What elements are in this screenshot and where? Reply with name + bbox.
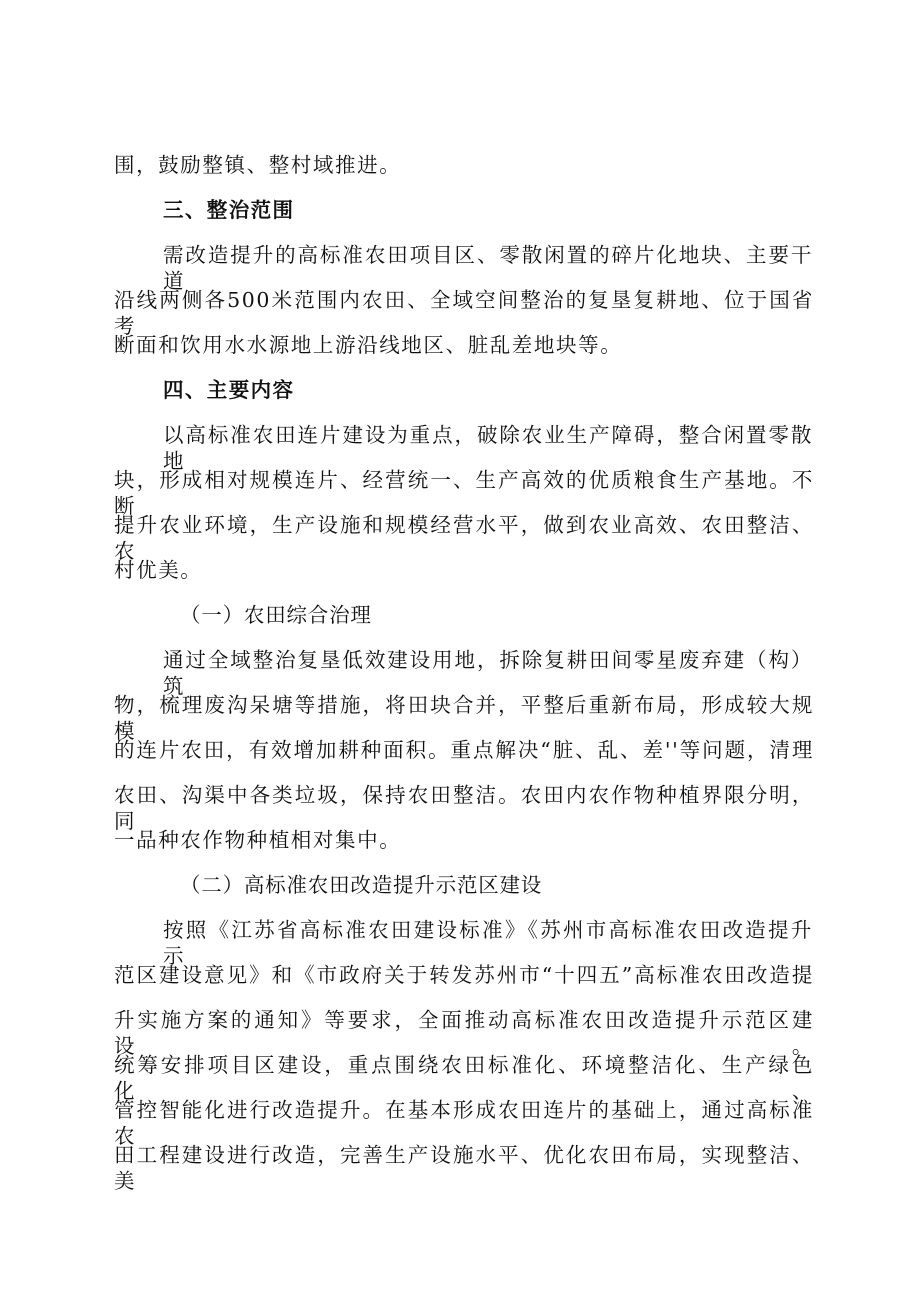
paragraph-line: 围，鼓励整镇、整村域推进。 [114,153,402,177]
paragraph-line: 以高标准农田连片建设为重点，破除农业生产障碍，整合闲置零散地 [163,423,813,473]
paragraph-line: 断面和饮用水水源地上游沿线地区、脏乱差地块等。 [114,333,623,357]
paragraph-line: 农田、沟渠中各类垃圾，保持农田整洁。农田内农作物种植界限分明，同 [114,783,814,833]
paragraph-line: 范区建设意见》和《市政府关于转发苏州市“十四五”高标准农田改造提 [114,963,814,987]
paragraph-line: 管控智能化进行改造提升。在基本形成农田连片的基础上，通过高标准农 [114,1098,814,1148]
subsection-heading-1: （一）农田综合治理 [180,603,372,627]
paragraph-line: 提升农业环境，生产设施和规模经营水平，做到农业高效、农田整洁、农 [114,513,814,563]
paragraph-line: 需改造提升的高标准农田项目区、零散闲置的碎片化地块、主要干道 [163,243,813,293]
paragraph-line: 一品种农作物种植相对集中。 [114,828,402,852]
paragraph-line: 按照《江苏省高标准农田建设标准》《苏州市高标准农田改造提升示 [163,918,813,968]
paragraph-line: 升实施方案的通知》等要求，全面推动高标准农田改造提升示范区建设。 [114,1008,814,1058]
paragraph-line: 统筹安排项目区建设，重点围绕农田标准化、环境整洁化、生产绿色化、 [114,1053,814,1103]
paragraph-line: 块，形成相对规模连片、经营统一、生产高效的优质粮食生产基地。不断 [114,468,814,518]
subsection-heading-2: （二）高标准农田改造提升示范区建设 [180,873,543,897]
paragraph-line: 的连片农田，有效增加耕种面积。重点解决“脏、乱、差''等问题，清理 [114,738,814,762]
section-heading-4: 四、主要内容 [163,378,295,402]
section-heading-3: 三、整治范围 [163,198,295,222]
paragraph-line: 村优美。 [114,558,203,582]
paragraph-line: 田工程建设进行改造，完善生产设施水平、优化农田布局，实现整洁、美 [114,1143,814,1193]
paragraph-line: 通过全域整治复垦低效建设用地，拆除复耕田间零星废弃建（构）筑 [163,648,813,698]
paragraph-line: 物，梳理废沟呆塘等措施，将田块合并，平整后重新布局，形成较大规模 [114,693,814,743]
paragraph-line: 沿线两侧各500米范围内农田、全域空间整治的复垦复耕地、位于国省考 [114,288,814,338]
